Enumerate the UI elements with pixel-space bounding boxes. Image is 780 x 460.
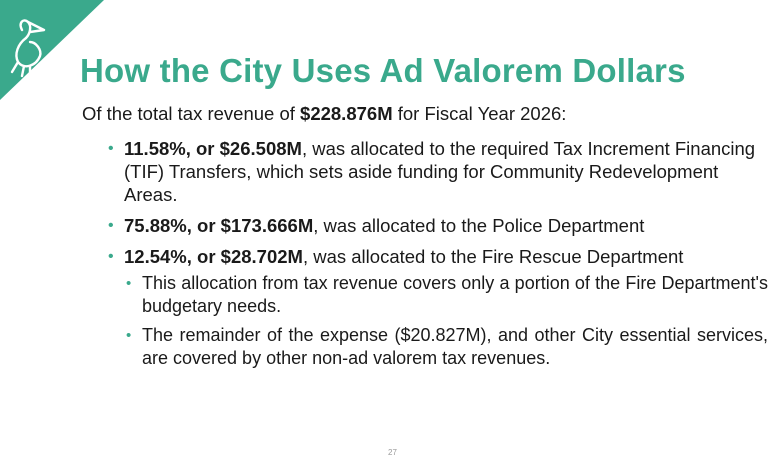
sub-bullet-item [124, 324, 768, 370]
bullet-dot-icon: • [108, 140, 114, 157]
sub-bullet-text: The remainder of the expense ($20.827M), and other City essential services, are covered by other non-ad valorem tax revenues. [142, 325, 768, 368]
allocation-description: , was allocated to the required Tax Increment Financing (TIF) Transfers, which sets aside funding for Community Redevelopment Areas. [124, 138, 756, 205]
page-number: 27 [388, 448, 397, 457]
slide-title: How the City Uses Ad Valorem Dollars [80, 52, 686, 89]
allocation-figure: 11.58%, or $26.508M [124, 138, 302, 159]
fire-sub-list [124, 272, 768, 370]
allocation-item-fire [96, 245, 768, 370]
sub-bullet-text: This allocation from tax revenue covers only a portion of the Fire Department's budgetary needs. [142, 273, 768, 316]
allocation-description: , was allocated to the Police Department [313, 215, 645, 236]
bullet-dot-icon: • [126, 327, 132, 344]
sub-bullet-item [124, 272, 768, 318]
allocation-list [96, 137, 768, 378]
intro-text-after: for Fiscal Year 2026: [392, 103, 567, 124]
allocation-description: , was allocated to the Fire Rescue Department [302, 246, 684, 267]
allocation-figure: 75.88%, or $173.666M [124, 215, 314, 236]
bullet-dot-icon: • [126, 275, 132, 292]
allocation-item-tif [96, 137, 768, 206]
bullet-dot-icon: • [108, 248, 114, 265]
intro-total-amount: $228.876M [300, 103, 393, 124]
intro-text-before: Of the total tax revenue of [82, 103, 301, 124]
bullet-dot-icon: • [108, 217, 114, 234]
allocation-item-police [96, 214, 768, 237]
allocation-figure: 12.54%, or $28.702M [124, 246, 303, 267]
intro-line [82, 103, 566, 125]
